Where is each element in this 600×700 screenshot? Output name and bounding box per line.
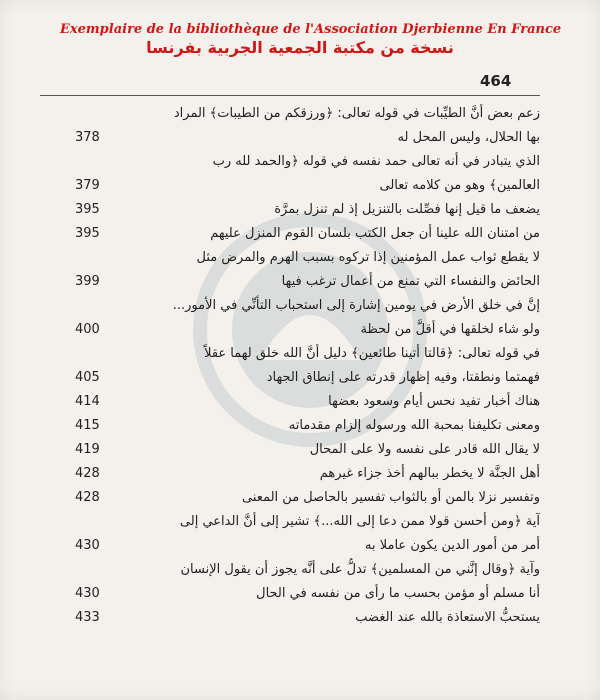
entry-text-continued: بها الحلال، وليس المحل له — [397, 130, 540, 145]
entry-page-number: 395 — [75, 226, 100, 241]
index-entry — [75, 390, 540, 414]
index-entry — [75, 222, 540, 246]
entry-text: لا يقطع ثواب عمل المؤمنين إذا تركوه بسبب الهرم والمرض مثل — [196, 250, 540, 265]
index-entry — [75, 150, 540, 198]
entry-page-number: 433 — [75, 610, 100, 625]
entry-text-continued: أنا مسلم أو مؤمن بحسب ما رأى من نفسه في الحال — [256, 586, 540, 601]
index-entry — [75, 462, 540, 486]
library-stamp-arabic: نسخة من مكتبة الجمعية الجربية بفرنسا — [146, 38, 454, 57]
index-entry — [75, 246, 540, 294]
entry-page-number: 430 — [75, 538, 100, 553]
entry-page-number: 399 — [75, 274, 100, 289]
entry-text: زعم بعض أنَّ الطيِّبات في قوله تعالى: ﴿ورزقكم من الطيبات﴾ المراد — [173, 106, 540, 121]
index-entry — [75, 486, 540, 510]
entry-text-continued: الحائض والنفساء التي تمنع من أعمال ترغب فيها — [281, 274, 540, 289]
entry-page-number: 378 — [75, 130, 100, 145]
entry-page-number: 428 — [75, 490, 100, 505]
entry-page-number: 379 — [75, 178, 100, 193]
index-entry — [75, 558, 540, 606]
index-entry — [75, 102, 540, 150]
entry-text: يضعف ما قيل إنها فصِّلت بالتنزيل إذ لم تنزل بمرَّة — [274, 202, 540, 217]
entry-text: في قوله تعالى: ﴿قالتا أتينا طائعين﴾ دليل أنَّ الله خلق لهما عقلاً — [204, 346, 540, 361]
header-divider — [40, 95, 540, 96]
entry-text: آية ﴿ومن أحسن قولا ممن دعا إلى الله...﴾ تشير إلى أنَّ الداعي إلى — [179, 514, 540, 529]
entry-page-number: 395 — [75, 202, 100, 217]
entry-text-continued: العالمين﴾ وهو من كلامه تعالى — [379, 178, 540, 193]
entry-text-continued: أمر من أمور الدين يكون عاملا به — [365, 538, 540, 553]
index-entry — [75, 510, 540, 558]
entry-text: من امتنان الله علينا أن جعل الكتب بلسان القوم المنزل عليهم — [210, 226, 540, 241]
entry-page-number: 414 — [75, 394, 100, 409]
entry-text: إنَّ في خلق الأرض في يومين إشارة إلى استحباب التأنِّي في الأمور... — [172, 298, 540, 313]
page-number: 464 — [480, 72, 512, 90]
entry-text: لا يقال الله قادر على نفسه ولا على المحال — [309, 442, 540, 457]
entry-text: الذي يتبادر في أنه تعالى حمد نفسه في قوله ﴿والحمد لله رب — [212, 154, 540, 169]
entry-text-continued: فهمتما ونطقتا، وفيه إظهار قدرته على إنطاق الجهاد — [266, 370, 540, 385]
entry-text: وآية ﴿وقال إنَّني من المسلمين﴾ تدلُّ على أنَّه يجوز أن يقول الإنسان — [180, 562, 540, 577]
entry-page-number: 415 — [75, 418, 100, 433]
entry-text: ومعنى تكليفنا بمحبة الله ورسوله إلزام مقدماته — [288, 418, 540, 433]
entry-page-number: 430 — [75, 586, 100, 601]
entry-page-number: 428 — [75, 466, 100, 481]
index-entry — [75, 606, 540, 630]
index-entry — [75, 342, 540, 390]
entry-text: وتفسير نزلا بالمن أو بالثواب تفسير بالحاصل من المعنى — [242, 490, 540, 505]
entry-text: أهل الجنَّة لا يخطر ببالهم أخذ جزاء غيرهم — [319, 466, 540, 481]
index-entry — [75, 438, 540, 462]
index-entry — [75, 414, 540, 438]
entry-text-continued: ولو شاء لخلقها في أقلَّ من لحظة — [360, 322, 540, 337]
index-entry — [75, 294, 540, 342]
entry-page-number: 400 — [75, 322, 100, 337]
entry-page-number: 419 — [75, 442, 100, 457]
library-stamp-french: Exemplaire de la bibliothèque de l'Association Djerbienne En France — [60, 22, 562, 37]
entry-page-number: 405 — [75, 370, 100, 385]
entry-text: هناك أخبار تفيد نحس أيام وسعود بعضها — [328, 394, 540, 409]
index-list — [75, 102, 540, 630]
entry-text: يستحبُّ الاستعاذة بالله عند الغضب — [355, 610, 540, 625]
index-entry — [75, 198, 540, 222]
